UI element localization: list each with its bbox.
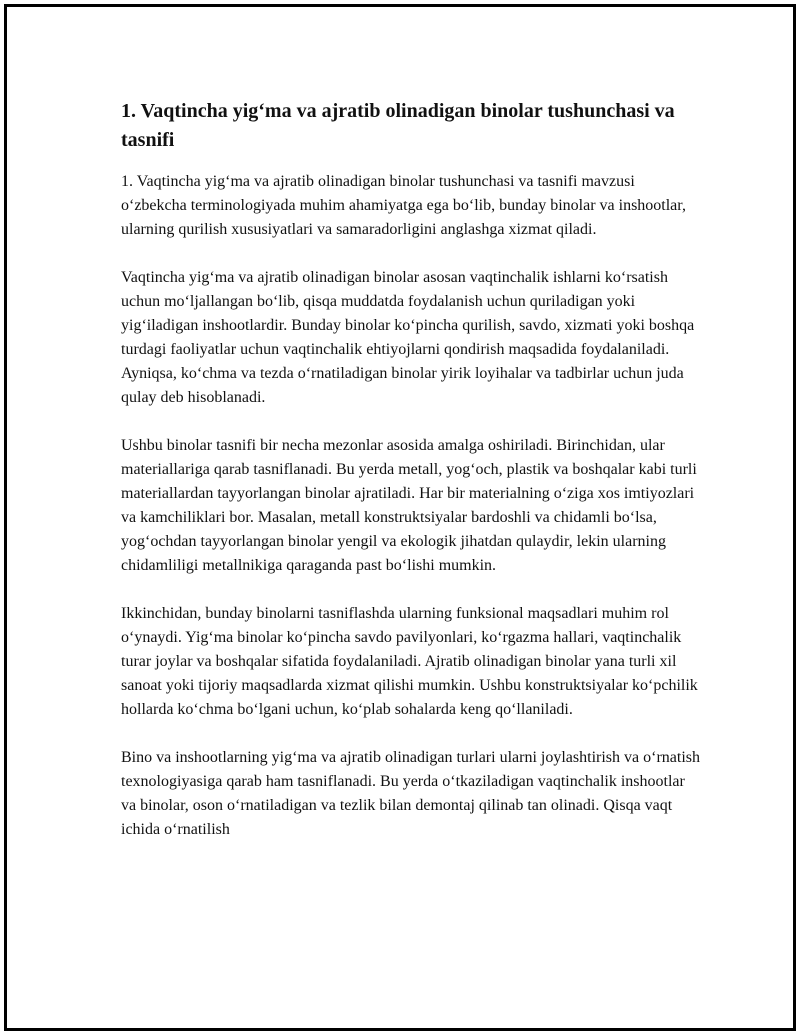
paragraph-5: Bino va inshootlarning yig‘ma va ajratib olinadigan turlari ularni joylashtirish va o‘rnatish texnologiyasiga qarab ham tasniflanadi. Bu yerda o‘tkaziladigan vaqtinchalik inshootlar va binolar, oson o‘rnatiladigan va tezlik bilan demontaj qilinab tan olinadi. Qisqa vaqt ichida o‘rnatilish — [121, 749, 700, 838]
page-frame — [4, 4, 796, 1031]
paragraph-2: Vaqtincha yig‘ma va ajratib olinadigan binolar asosan vaqtinchalik ishlarni ko‘rsatish uchun mo‘ljallangan bo‘lib, qisqa muddatda foydalanish uchun quriladigan yoki yig‘iladigan inshootlardir. Bunday binolar ko‘pincha qurilish, savdo, xizmati yoki boshqa turdagi faoliyatlar uchun vaqtinchalik ehtiyojlarni qondirish maqsadida foydalaniladi. Ayniqsa, ko‘chma va tezda o‘rnatiladigan binolar yirik loyihalar va tadbirlar uchun juda qulay deb hisoblanadi. — [121, 269, 695, 406]
document-body — [121, 97, 701, 866]
paragraph-4: Ikkinchidan, bunday binolarni tasniflashda ularning funksional maqsadlari muhim rol o‘ynaydi. Yig‘ma binolar ko‘pincha savdo pavilyonlari, ko‘rgazma hallari, vaqtinchalik turar joylar va boshqalar sifatida foydalaniladi. Ajratib olinadigan binolar yana turli xil sanoat yoki tijoriy maqsadlarda xizmat qilishi mumkin. Ushbu konstruktsiyalar ko‘pchilik hollarda ko‘chma bo‘lgani uchun, ko‘plab sohalarda keng qo‘llaniladi. — [121, 605, 698, 718]
paragraph-1: 1. Vaqtincha yig‘ma va ajratib olinadigan binolar tushunchasi va tasnifi mavzusi o‘zbekcha terminologiyada muhim ahamiyatga ega bo‘lib, bunday binolar va inshootlar, ularning qurilish xususiyatlari va samaradorligini anglashga xizmat qiladi. — [121, 173, 686, 238]
document-title: 1. Vaqtincha yig‘ma va ajratib olinadigan binolar tushunchasi va tasnifi — [121, 100, 675, 151]
paragraph-3: Ushbu binolar tasnifi bir necha mezonlar asosida amalga oshiriladi. Birinchidan, ular materiallariga qarab tasniflanadi. Bu yerda metall, yog‘och, plastik va boshqalar kabi turli materiallardan tayyorlangan binolar ajratiladi. Har bir materialning o‘ziga xos imtiyozlari va kamchiliklari bor. Masalan, metall konstruktsiyalar bardoshli va chidamli bo‘lsa, yog‘ochdan tayyorlangan binolar yengil va ekologik jihatdan qulaydir, lekin ularning chidamliligi metallnikiga qaraganda past bo‘lishi mumkin. — [121, 437, 697, 574]
